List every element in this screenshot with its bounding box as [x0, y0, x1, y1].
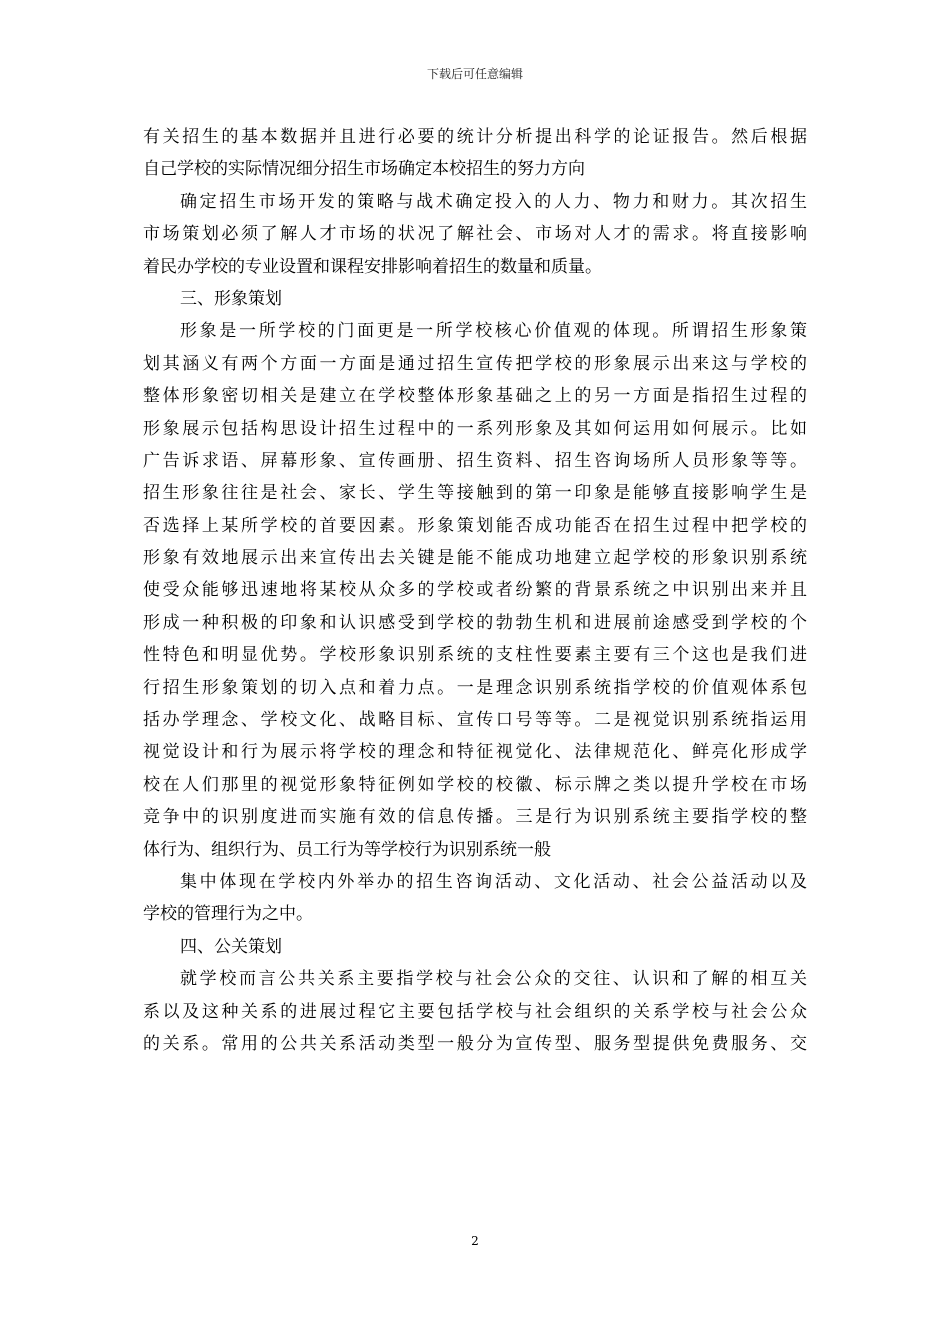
text-line: 有关招生的基本数据并且进行必要的统计分析提出科学的论证报告。然后根据	[143, 127, 807, 147]
text-line: 性特色和明显优势。学校形象识别系统的支柱性要素主要有三个这也是我们进	[143, 645, 807, 666]
text-line: 形象有效地展示出来宣传出去关键是能不能成功地建立起学校的形象识别系统	[143, 548, 807, 569]
text-line: 竞争中的识别度进而实施有效的信息传播。三是行为识别系统主要指学校的整	[143, 807, 807, 828]
text-line: 视觉设计和行为展示将学校的理念和特征视觉化、法律规范化、鲜亮化形成学	[143, 742, 807, 763]
text-line: 整体形象密切相关是建立在学校整体形象基础之上的另一方面是指招生过程的	[143, 386, 807, 407]
text-line: 括办学理念、学校文化、战略目标、宣传口号等等。二是视觉识别系统指运用	[143, 710, 807, 731]
text-line: 就学校而言公共关系主要指学校与社会公众的交往、认识和了解的相互关	[180, 969, 807, 990]
text-line: 四、公关策划	[180, 936, 282, 957]
text-line: 形象是一所学校的门面更是一所学校核心价值观的体现。所谓招生形象策	[180, 321, 807, 342]
text-line: 行招生形象策划的切入点和着力点。一是理念识别系统指学校的价值观体系包	[143, 677, 807, 698]
text-line: 学校的管理行为之中。	[143, 904, 313, 925]
text-line: 市场策划必须了解人才市场的状况了解社会、市场对人才的需求。将直接影响	[143, 224, 807, 245]
text-line: 的关系。常用的公共关系活动类型一般分为宣传型、服务型提供免费服务、交	[143, 1033, 807, 1054]
text-line: 集中体现在学校内外举办的招生咨询活动、文化活动、社会公益活动以及	[180, 871, 807, 892]
text-line: 招生形象往往是社会、家长、学生等接触到的第一印象是能够直接影响学生是	[143, 483, 807, 504]
text-line: 校在人们那里的视觉形象特征例如学校的校徽、标示牌之类以提升学校在市场	[143, 774, 807, 795]
text-line: 着民办学校的专业设置和课程安排影响着招生的数量和质量。	[143, 256, 602, 277]
text-line: 否选择上某所学校的首要因素。形象策划能否成功能否在招生过程中把学校的	[143, 515, 807, 536]
text-line: 广告诉求语、屏幕形象、宣传画册、招生资料、招生咨询场所人员形象等等。	[143, 450, 807, 471]
document-body	[143, 121, 807, 1060]
text-line: 体行为、组织行为、员工行为等学校行为识别系统一般	[143, 839, 551, 860]
text-line: 确定招生市场开发的策略与战术确定投入的人力、物力和财力。其次招生	[180, 191, 807, 212]
page-header: 下载后可任意编辑	[426, 67, 523, 81]
text-line: 形象展示包括构思设计招生过程中的一系列形象及其如何运用如何展示。比如	[143, 418, 807, 439]
page-number: 2	[471, 1234, 479, 1248]
text-line: 划其涵义有两个方面一方面是通过招生宣传把学校的形象展示出来这与学校的	[143, 353, 807, 374]
text-line: 使受众能够迅速地将某校从众多的学校或者纷繁的背景系统之中识别出来并且	[143, 580, 807, 601]
text-line: 三、形象策划	[180, 288, 282, 309]
text-line: 形成一种积极的印象和认识感受到学校的勃勃生机和进展前途感受到学校的个	[143, 612, 807, 633]
text-line: 系以及这种关系的进展过程它主要包括学校与社会组织的关系学校与社会公众	[143, 1001, 807, 1022]
text-line: 自己学校的实际情况细分招生市场确定本校招生的努力方向	[143, 159, 585, 180]
